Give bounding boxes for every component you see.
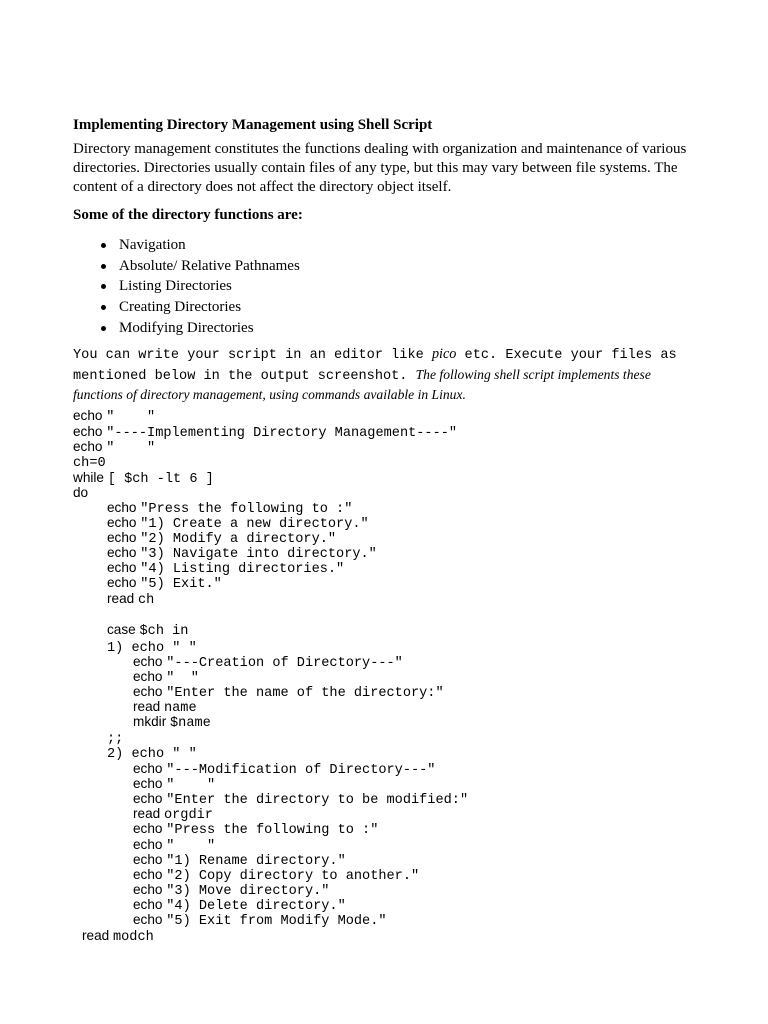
- code-line: [133, 791, 468, 806]
- code-line: [133, 897, 346, 912]
- code-text: $name: [170, 716, 211, 731]
- code-keyword: echo: [107, 515, 141, 530]
- code-line: [73, 485, 88, 500]
- list-item: [119, 318, 300, 339]
- code-keyword: echo: [73, 408, 107, 423]
- code-keyword: read: [133, 806, 164, 821]
- code-text: $ch in: [139, 624, 189, 639]
- code-line: [73, 424, 457, 439]
- code-keyword: mkdir: [133, 714, 171, 729]
- code-line: [133, 806, 213, 821]
- code-text: "2) Modify a directory.": [140, 532, 337, 547]
- code-line: [133, 654, 403, 669]
- code-keyword: read: [107, 591, 138, 606]
- code-text: "5) Exit.": [140, 577, 222, 592]
- code-line: [133, 761, 435, 776]
- code-line: [133, 837, 215, 852]
- instructions-paragraph: [73, 345, 683, 407]
- code-line: [133, 684, 444, 699]
- code-keyword: echo: [133, 654, 167, 669]
- code-text: " ": [166, 671, 199, 686]
- code-line: [133, 776, 215, 791]
- code-line: [133, 699, 197, 714]
- list-item-label: Absolute/ Relative Pathnames: [119, 257, 300, 274]
- code-text: "5) Exit from Modify Mode.": [166, 914, 387, 929]
- code-keyword: echo: [133, 776, 167, 791]
- code-keyword: echo: [133, 761, 167, 776]
- document-title: Implementing Directory Management using Shell Script: [73, 117, 433, 133]
- code-keyword: echo: [133, 684, 167, 699]
- code-line: [133, 882, 329, 897]
- code-keyword: echo: [73, 439, 107, 454]
- code-keyword: echo: [107, 500, 141, 515]
- code-line: [107, 622, 188, 637]
- code-text: 1) echo " ": [107, 641, 197, 656]
- code-text: orgdir: [163, 808, 213, 823]
- code-text: "---Creation of Directory---": [166, 656, 403, 671]
- code-keyword: do: [73, 485, 89, 500]
- code-text: "3) Navigate into directory.": [140, 547, 377, 562]
- code-text: ch: [137, 593, 155, 608]
- code-text: "4) Listing directories.": [140, 562, 345, 577]
- code-line: [107, 560, 344, 575]
- functions-subheading: Some of the directory functions are:: [73, 207, 303, 223]
- code-line: [73, 439, 155, 454]
- bullet-icon: [101, 243, 106, 248]
- code-text: "3) Move directory.": [166, 884, 330, 899]
- code-text: "Press the following to :": [140, 502, 353, 517]
- code-line: [107, 545, 377, 560]
- code-text: name: [163, 701, 197, 716]
- code-text: ;;: [107, 732, 124, 747]
- code-line: [73, 408, 155, 423]
- code-text: " ": [106, 441, 156, 456]
- instructions-text-2: etc. Execute your files as mentioned below in the output screenshot.: [73, 348, 677, 384]
- code-keyword: echo: [73, 423, 107, 439]
- code-line: [107, 530, 336, 545]
- code-line: [133, 821, 378, 836]
- instructions-text-1: You can write your script in an editor like: [73, 348, 432, 363]
- code-keyword: echo: [133, 897, 167, 912]
- list-item: [119, 297, 300, 318]
- code-line: [107, 575, 222, 590]
- code-keyword: echo: [107, 530, 141, 545]
- code-keyword: echo: [133, 821, 167, 836]
- code-line: [107, 500, 352, 515]
- code-keyword: echo: [133, 837, 167, 852]
- code-text: "---Modification of Directory---": [166, 763, 436, 778]
- code-text: "1) Rename directory.": [166, 854, 346, 869]
- code-keyword: read: [133, 699, 164, 714]
- list-item-label: Listing Directories: [119, 278, 232, 295]
- code-text: [ $ch -lt 6 ]: [107, 471, 214, 487]
- code-text: " ": [166, 839, 216, 854]
- code-line: [73, 454, 106, 469]
- functions-list: [119, 235, 300, 338]
- code-line: [107, 515, 369, 530]
- code-keyword: echo: [107, 560, 141, 575]
- list-item: [119, 256, 300, 277]
- code-keyword: while: [73, 469, 108, 485]
- code-line: [82, 928, 154, 943]
- code-text: " ": [106, 410, 156, 425]
- intro-paragraph: Directory management constitutes the functions dealing with organization and maintenance of various directories. Directories usually contain files of any type, but this may vary between file systems. The content of a directory does not affect the directory object itself.: [73, 141, 687, 195]
- code-text: "2) Copy directory to another.": [166, 869, 420, 884]
- instructions-period: .: [462, 387, 466, 402]
- code-line: [133, 912, 387, 927]
- bullet-icon: [101, 284, 106, 289]
- instructions-italic-text: The following shell script implements these functions of directory management, using commands available in Linux: [73, 366, 651, 402]
- code-keyword: echo: [133, 882, 167, 897]
- list-item-label: Creating Directories: [119, 299, 242, 316]
- code-line: [107, 639, 197, 654]
- code-line: [133, 867, 419, 882]
- list-item: [119, 276, 300, 297]
- code-text: " ": [166, 778, 216, 793]
- code-line: [133, 852, 346, 867]
- bullet-icon: [101, 305, 106, 310]
- list-item: [119, 235, 300, 256]
- code-keyword: echo: [107, 545, 141, 560]
- code-keyword: echo: [133, 791, 167, 806]
- code-keyword: read: [82, 928, 113, 943]
- code-keyword: echo: [133, 867, 167, 882]
- code-text: "Press the following to :": [166, 823, 379, 838]
- code-keyword: case: [107, 622, 140, 637]
- code-line: [107, 745, 197, 760]
- code-text: "----Implementing Directory Management----": [106, 425, 458, 441]
- code-text: modch: [112, 930, 154, 945]
- code-line: [107, 591, 154, 606]
- code-keyword: echo: [133, 669, 167, 684]
- code-text: "Enter the name of the directory:": [166, 686, 444, 701]
- code-text: ch=0: [73, 456, 106, 471]
- code-line: [133, 669, 199, 684]
- code-line: [107, 730, 123, 745]
- code-text: "1) Create a new directory.": [140, 517, 369, 532]
- code-line: [133, 714, 211, 729]
- bullet-icon: [101, 326, 106, 331]
- editor-name: pico: [431, 346, 457, 362]
- code-keyword: echo: [133, 912, 167, 927]
- list-item-label: Modifying Directories: [119, 319, 254, 336]
- code-text: 2) echo " ": [107, 747, 197, 762]
- code-text: "4) Delete directory.": [166, 899, 346, 914]
- code-text: "Enter the directory to be modified:": [166, 793, 469, 808]
- code-line: [73, 470, 214, 485]
- code-keyword: echo: [133, 852, 167, 867]
- list-item-label: Navigation: [119, 237, 186, 253]
- code-keyword: echo: [107, 575, 141, 590]
- bullet-icon: [101, 264, 106, 269]
